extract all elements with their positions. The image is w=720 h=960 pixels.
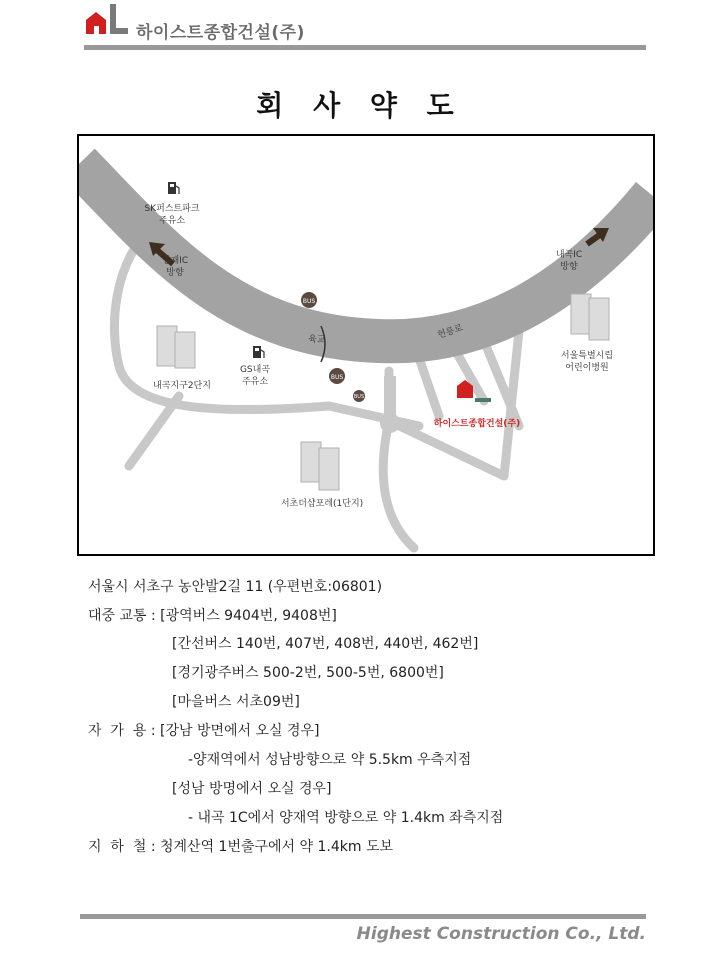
company-english-name: Highest Construction Co., Ltd. xyxy=(356,924,646,944)
label-yangjae-2: 방향 xyxy=(166,268,184,278)
car-row xyxy=(88,720,320,740)
southwest-road xyxy=(129,396,179,466)
location-map xyxy=(77,134,655,556)
fuel-pump-icon xyxy=(253,346,264,358)
address-line: 서울시 서초구 농안발2길 11 (우편번호:06801) xyxy=(88,579,383,595)
label-sk-station-2: 주유소 xyxy=(158,216,186,226)
bus-stop-icon xyxy=(329,368,345,384)
fuel-pump-icon xyxy=(168,182,179,194)
page-title: 회 사 약 도 xyxy=(256,89,464,122)
label-naegok-2: 방향 xyxy=(560,262,578,272)
bus-line-1: [광역버스 9404번, 9408번] xyxy=(160,608,337,624)
bus-stop-icon xyxy=(301,292,317,308)
label-company: 하이스트종합건설(주) xyxy=(433,419,521,429)
bus-line-2: [간선버스 140번, 407번, 408번, 440번, 462번] xyxy=(172,636,479,652)
east-road-1 xyxy=(389,421,504,476)
car-line-4: - 내곡 1C에서 양재역 방향으로 약 1.4km 좌측지점 xyxy=(188,810,504,826)
svg-text:BUS: BUS xyxy=(302,298,316,305)
bus-line-3: [경기광주버스 500-2번, 500-5번, 6800번] xyxy=(172,665,444,681)
footer-divider xyxy=(80,914,646,919)
label-naegok-1: 내곡IC xyxy=(555,250,583,260)
subway-row xyxy=(88,836,393,856)
label-gs-station-2: 주유소 xyxy=(241,377,269,387)
building-icon xyxy=(157,326,195,368)
label-sk-station-1: SK퍼스트파크 xyxy=(144,204,200,214)
label-hospital-1: 서울특별시립 xyxy=(560,351,614,361)
car-line-1: [강남 방면에서 오실 경우] xyxy=(160,723,320,739)
label-hospital-2: 어린이병원 xyxy=(565,363,609,373)
header-divider xyxy=(84,45,646,50)
label-yangjae-1: 양재IC xyxy=(161,256,189,266)
east-road-3 xyxy=(419,358,439,416)
public-transport-label: 대중 교통 : xyxy=(88,608,161,624)
subway-label: 지 하 철 : xyxy=(88,839,160,855)
svg-text:BUS: BUS xyxy=(353,394,365,400)
car-line-2: -양재역에서 성남방향으로 약 5.5km 우측지점 xyxy=(188,752,472,768)
label-seocho: 서초더샵포레(1단지) xyxy=(280,499,364,509)
public-transport-row xyxy=(88,605,337,625)
building-icon xyxy=(571,294,609,340)
bus-line-4: [마을버스 서초09번] xyxy=(172,694,300,710)
label-bridge: 육교 xyxy=(308,335,326,345)
company-logo xyxy=(84,4,132,42)
label-road-name: 헌릉로 xyxy=(436,323,465,341)
car-line-3: [성남 방명에서 오실 경우] xyxy=(172,781,332,797)
label-gs-station-1: GS내곡 xyxy=(239,365,271,375)
svg-text:BUS: BUS xyxy=(330,374,344,381)
subway-text: 청계산역 1번출구에서 약 1.4km 도보 xyxy=(160,839,394,855)
car-label: 자 가 용 : xyxy=(88,723,160,739)
label-naegok-district: 내곡지구2단지 xyxy=(153,381,211,391)
bus-stop-icon xyxy=(353,390,365,402)
page-header xyxy=(84,4,646,50)
south-road xyxy=(383,421,414,548)
company-name: 하이스트종합건설(주) xyxy=(136,23,305,43)
building-icon xyxy=(301,442,339,490)
